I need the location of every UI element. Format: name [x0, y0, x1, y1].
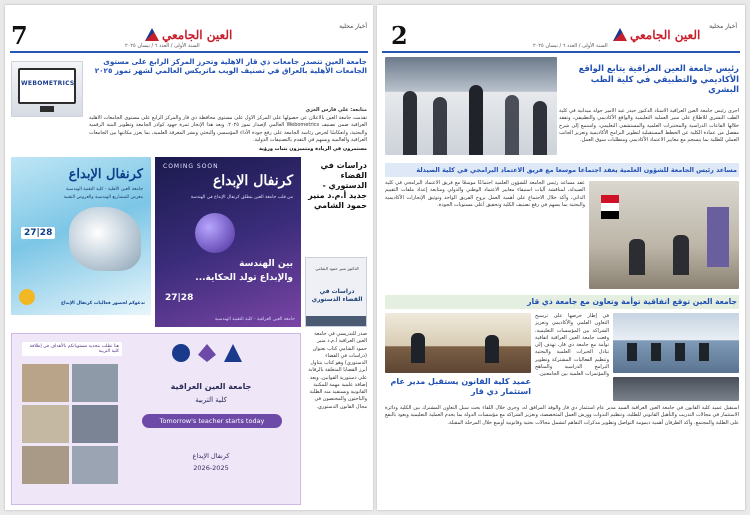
story1-body: أجرى رئيس جامعة العين العراقية الأستاذ الدكتور حيدر عبد الأمير جولة ميدانية في كلية الطب البشري للاطلاع على سير العملية التعليمية والواقع الأكاديمي والتطبيقي، وتفقد خلالها القاعات الدراسية والمختبرات العلمية والمستشفى التعليمي، واستمع إلى شرح مفصل من عمادة الكلية عن الخطط المستقبلية لتطوير البرامج الأكاديمية وتعزيز الجانب العملي للطلبة بما ينسجم مع معايير الاعتماد الأكاديمي ومتطلبات سوق العمل.: [559, 108, 739, 143]
page-number: 2: [391, 21, 408, 50]
header-rule: [382, 51, 740, 53]
story4-body: استقبل عميد كلية القانون في جامعة العين العراقية السيد مدير عام استثمار ذي قار والوفد المرافق له، وجرى خلال اللقاء بحث سبل التعاون المشترك بين الكلية ودائرة الاستثمار في مجالات التدريب والتأهيل القانوني للطلبة، وتنظيم الندوات وورش العمل المتخصصة، وتعزيز الشراكة مع مؤسسات الدولة بما يخدم العملية التعليمية ويعود بالنفع على الطلبة والمجتمع. وأكد الطرفان أهمية ديمومة التواصل وتطوير مذكرات التفاهم لتشمل مجالات بحثية وقانونية أوسع خلال المرحلة المقبلة.: [385, 405, 739, 426]
book-author: الدكتور منير حمود الشامي: [315, 266, 359, 271]
university-emblem-icon: [145, 28, 159, 41]
story4-headline: عميد كلية القانون يستقبل مدير عام استثمار ذي قار: [390, 377, 531, 396]
header-rule: [10, 51, 368, 53]
poster-university: جامعة العين العراقية: [170, 382, 252, 391]
poster-date: 27|28: [21, 227, 55, 239]
poster-footer: جامعة العين العراقية - كلية التقنية الهندسية: [214, 317, 295, 322]
webometrics-label: WEBOMETRICS: [21, 80, 75, 87]
newspaper-page-left: [5, 5, 373, 510]
carnival-poster-space: [155, 157, 301, 327]
poster-subtitle: جامعة العين الأهلية - كلية التقنية الهندسية: [65, 187, 143, 192]
poster-event: كرنفال الإبداع: [192, 452, 230, 460]
logo-text: العين الجامعي: [630, 27, 701, 42]
poster-footer: ندعوكم لحضور فعاليات كرنفال الإبداع: [60, 301, 145, 307]
page-header: [377, 5, 745, 51]
college-emblem-icon: [198, 344, 216, 362]
poster-years: 2026-2025: [193, 464, 229, 472]
masthead-logo: [145, 27, 232, 42]
section-label: أخبار محلية: [709, 23, 737, 30]
story4-photo: [613, 377, 739, 401]
poster-description: من قلب جامعة العين ينطلق كرنفال الإبداع في الهندسة: [190, 195, 293, 200]
university-logo-icon: [224, 344, 242, 362]
story2-photo: [589, 181, 739, 289]
story3-photo-office: [385, 313, 531, 373]
book-title: دراسات في القضاء الدستوري: [311, 288, 363, 303]
newspaper-page-right: [377, 5, 745, 510]
planet-icon: [195, 213, 235, 253]
poster-title: كرنفال الإبداع: [212, 173, 293, 189]
university-emblem-icon: [172, 344, 190, 362]
book-cover-image: [305, 257, 367, 327]
article-byline: متابعة: علي فارس الغزي: [305, 107, 367, 113]
book-section-body: صدر للتدريسي في جامعة العين العراقية أ.م.د منير حمود الشامي كتاب بعنوان (دراسات في القضاء الدستوري) وهو كتاب يتناول أبرز القضايا المتعلقة بالرقابة على دستورية القوانين، ويعد إضافة علمية مهمة للمكتبة القانونية ويستفيد منه الطلبة والباحثون والمختصون في مجال القانون الدستوري.: [308, 331, 367, 410]
article-body: تقدمت جامعة العين بالاعلان عن حصولها على المركز الأول على مستوى محافظة ذي قار والمركز الرابع على مستوى الجامعات الأهلية العراقية ضمن تصنيف Webometrics العالمي لإصدار تموز ٢٠٢٥. ويعد هذا الإنجاز ثمرة جهود كوادر الجامعة وتطوير البنية الرقمية والبحثية، وانعكاسًا لحرص رئاسة الجامعة على رفع جودة الأداء المؤسسي والبحثي ونشر المعرفة العلمية، بما يعزز مكانتها بين الجامعات العراقية والعالمية ويسهم في التقدم بالتصنيفات الدولية.: [89, 115, 367, 143]
poster-date: 27|28: [165, 293, 194, 303]
logo-text: العين الجامعي: [162, 27, 233, 42]
university-emblem-icon: [19, 289, 35, 305]
story3-headline: جامعة العين توقع اتفاقية توأمة وتعاون مع جامعة ذي قار: [527, 297, 737, 306]
closing-line: مستمرون في الريادة ومتميزون بثبات ورؤية: [258, 146, 367, 152]
page-header: [5, 5, 373, 51]
poster-slogan: Tomorrow's teacher starts today: [142, 414, 282, 428]
issue-line: السنة الأولى / العدد ٦ / نيسان ٢٠٢٥: [125, 43, 200, 49]
section-label: أخبار محلية: [339, 23, 367, 30]
poster-title: كرنفال الإبداع: [68, 167, 143, 182]
poster-top-text: هنا نطلب بتحديد مستوياتكم بالأهداف في إطلاقة كلية التربية: [22, 342, 122, 356]
issue-line: السنة الأولى / العدد ٦ / نيسان ٢٠٢٥: [533, 43, 608, 49]
poster-line-one: بين الهندسة: [239, 259, 293, 269]
education-poster: [11, 333, 301, 505]
article-headline: جامعة العين تتصدر جامعات ذي قار الاهلية وتحرز المركز الرابع على مستوى الجامعات الأهلية بالعراق في تصنيف الويب ماتريكس العالمي لشهر تموز ٢٠٢٥: [94, 57, 367, 75]
poster-tagline: معرض للمشاريع الهندسية والعروض التقنية: [63, 195, 143, 200]
story3-body: في إطار حرصها على ترسيخ التعاون العلمي والأكاديمي وتعزيز الشراكة بين المؤسسات التعليمية، وقعت جامعة العين العراقية اتفاقية توأمة مع جامعة ذي قار، تهدف إلى تبادل الخبرات العلمية والبحثية وتنظيم الفعاليات المشتركة وتطوير البرامج الدراسية والمناهج والمؤتمرات العلمية بين الجامعتين.: [535, 313, 609, 377]
poster-line-two: والإبداع تولد الحكاية...: [195, 273, 293, 283]
story1-headline: رئيس جامعة العين العراقية يتابع الواقع الأكاديمي والتطبيقي في كلية الطب البشري: [578, 63, 739, 94]
university-emblem-icon: [613, 28, 627, 41]
masthead-logo: [613, 27, 700, 42]
photo-collage: [22, 364, 118, 484]
story3-photo-conference: [613, 313, 739, 373]
webometrics-image: [11, 61, 83, 117]
coming-soon-label: COMING SOON: [163, 163, 219, 170]
story2-headline: مساعد رئيس الجامعة للشؤون العلمية يعقد اجتماعا موسعا مع فريق الاعتماد البرامجي في كلية الصيدلة: [416, 166, 737, 174]
robot-hand-icon: [69, 207, 141, 271]
poster-college: كلية التربية: [195, 396, 227, 404]
story2-body: عقد مساعد رئيس الجامعة للشؤون العلمية اجتماعًا موسعًا مع فريق الاعتماد البرامجي في كلية الصيدلة، لمناقشة آليات استيفاء معايير الاعتماد الوطني والدولي ومتابعة إعداد ملفات التقييم الذاتي، وأكد خلال الاجتماع على أهمية العمل بروح الفريق الواحد وتوثيق الإنجازات الأكاديمية والبحثية بما يسهم في رفع تصنيف الكلية وتحقيق أعلى مستويات الجودة.: [385, 180, 585, 208]
page-number: 7: [11, 21, 28, 50]
carnival-poster-robot: [11, 157, 151, 315]
book-section-title: دراسات في القضاء الدستوري - جديد أ.م.د منير حمود الشامي: [308, 161, 367, 210]
iraqi-flag-icon: [601, 195, 619, 219]
